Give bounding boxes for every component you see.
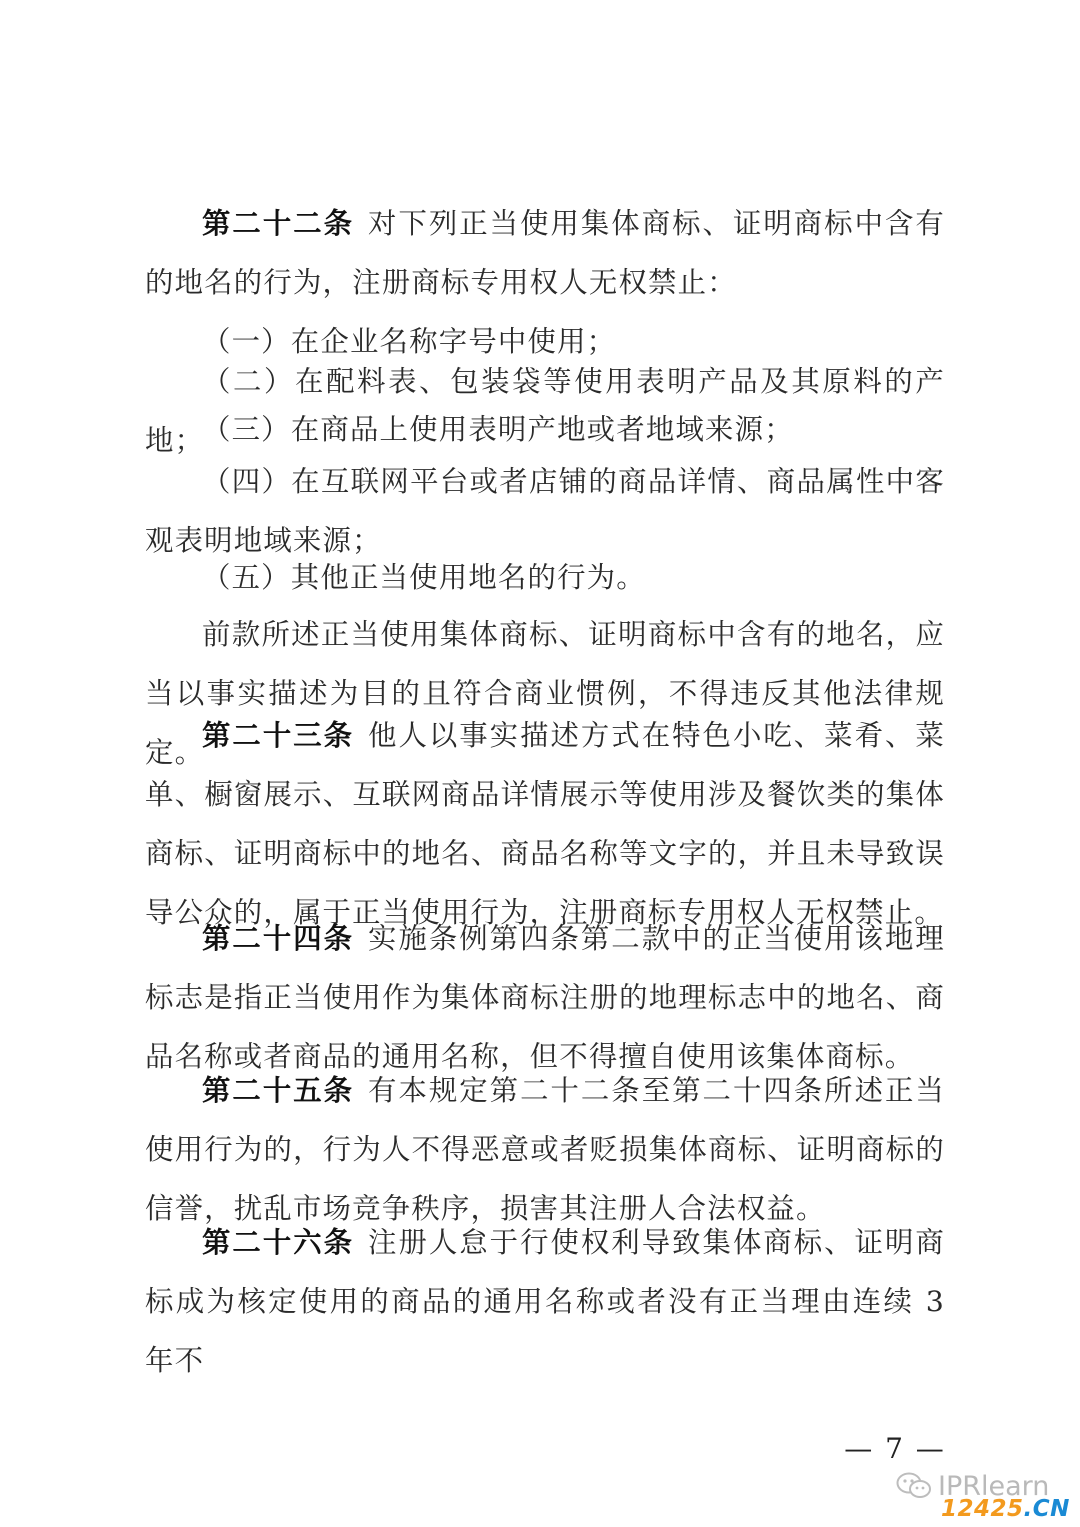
article-heading: 第二十六条: [202, 1226, 355, 1259]
wechat-icon: [896, 1471, 932, 1501]
paragraph-text: （五）其他正当使用地名的行为。: [202, 561, 646, 594]
paragraph-article-23: [145, 706, 945, 942]
paragraph-text: 实施条例第四条第二款中的正当使用该地理标志是指正当使用作为集体商标注册的地理标志中的地名、商品名称或者商品的通用名称，但不得擅自使用该集体商标。: [145, 922, 945, 1073]
paragraph-text: 他人以事实描述方式在特色小吃、菜肴、菜单、橱窗展示、互联网商品详情展示等使用涉及餐饮类的集体商标、证明商标中的地名、商品名称等文字的，并且未导致误导公众的，属于正当使用行为，注册商标专用权人无权禁止。: [145, 719, 945, 929]
paragraph-text: 有本规定第二十二条至第二十四条所述正当使用行为的，行为人不得恶意或者贬损集体商标、证明商标的信誉，扰乱市场竞争秩序，损害其注册人合法权益。: [145, 1074, 945, 1225]
article-heading: 第二十二条: [202, 207, 355, 240]
paragraph-text: 注册人怠于行使权利导致集体商标、证明商标成为核定使用的商品的通用名称或者没有正当理由连续 3 年不: [145, 1226, 945, 1377]
paragraph-text: 对下列正当使用集体商标、证明商标中含有的地名的行为，注册商标专用权人无权禁止：: [145, 207, 945, 299]
paragraph-text: （二）在配料表、包装袋等使用表明产品及其原料的产地；: [145, 365, 945, 457]
article-heading: 第二十四条: [202, 922, 355, 955]
watermark-text: IPRlearn: [938, 1470, 1050, 1502]
site-logo-number: 12425: [941, 1496, 1024, 1522]
paragraph-article-25: [145, 1061, 945, 1238]
paragraph-article-24: [145, 909, 945, 1086]
paragraph-text: （一）在企业名称字号中使用；: [202, 325, 617, 358]
site-logo: [941, 1496, 1070, 1522]
list-item-5: [145, 548, 945, 607]
article-heading: 第二十三条: [202, 719, 355, 752]
article-heading: 第二十五条: [202, 1074, 355, 1107]
site-logo-tld: .CN: [1023, 1496, 1070, 1522]
paragraph-text: （三）在商品上使用表明产地或者地域来源；: [202, 413, 794, 446]
paragraph-article-22: [145, 194, 945, 312]
page-number: — 7 —: [844, 1432, 946, 1465]
list-item-3: [145, 400, 945, 459]
paragraph-text: （四）在互联网平台或者店铺的商品详情、商品属性中客观表明地域来源；: [145, 465, 945, 557]
paragraph-text: 前款所述正当使用集体商标、证明商标中含有的地名，应当以事实描述为目的且符合商业惯例，不得违反其他法律规定。: [145, 618, 945, 769]
paragraph-article-26: [145, 1213, 945, 1390]
